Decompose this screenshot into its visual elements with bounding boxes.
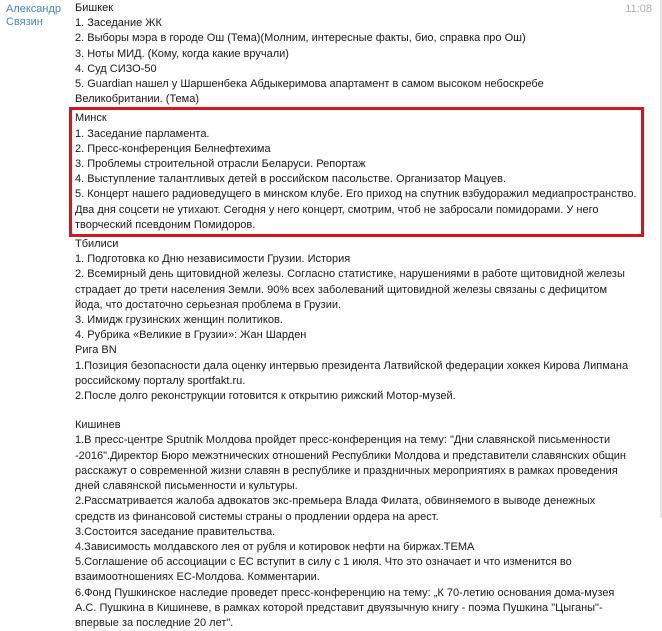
list-item: 4.Зависимость молдавского лея от рубля и котировок нефти на биржах.ТЕМА [75,540,475,553]
list-item: 2. Выборы мэра в городе Ош (Тема)(Молним, интересные факты, био, справка про Ош) [75,32,526,45]
message-sender[interactable] [6,3,62,29]
list-item: 4. Рубрика «Великие в Грузии»: Жан Шарден [75,329,307,342]
section-heading: Бишкек [75,2,114,14]
section-riga [75,343,630,404]
list-item: 1. Подготовка ко Дню независимости Грузии. История [75,253,351,266]
section-tbilisi [75,237,630,343]
section-heading: Кишинев [75,419,121,432]
section-minsk-highlighted [69,107,644,237]
sender-first-name: Александр [6,3,62,15]
list-item: 4. Суд СИЗО-50 [75,62,157,75]
section-bishkek [75,1,630,107]
list-item: 3. Ноты МИД. (Кому, когда какие вручали) [75,47,289,60]
list-item: 3.Состоится заседание правительства. [75,525,276,538]
blank-line [75,404,630,418]
list-item: 2. Пресс-конференция Белнефтехима [75,142,271,155]
list-item: 5. Guardian нашел у Шаршенбека Абдыкеримова апартамент в самом высоком небоскребе Великобритании. (Тема) [75,78,547,106]
section-heading: Тбилиси [75,238,119,251]
section-kishinev [75,418,630,631]
list-item: 1. Заседание парламента. [75,127,210,140]
list-item: 3. Проблемы строительной отрасли Беларуси. Репортаж [75,158,366,171]
section-heading: Минск [75,112,107,125]
list-item: 1.В пресс-центре Sputnik Молдова пройдет пресс-конференция на тему: "Дни славянской письменности -2016".Директор Бюро межэтнических отношений Республики Молдова и представители славянских общин расскажут о современной жизни славян в республике и праздничных мероприятиях в рамках проведения дней славянской письменности и культуры. [75,434,630,493]
section-heading: Рига BN [75,344,117,357]
list-item: 5. Концерт нашего радиоведущего в минском клубе. Его приход на спутник взбудоражил медиапространство. Два дня соцсети не утихают. Сегодня у него концерт, смотрим, чтоб не забросали помидорами. У него творческий псевдоним Помидоров. [75,188,640,231]
list-item: 2.Рассматривается жалоба адвокатов экс-премьера Влада Филата, обвиняемого в выводе денежных средств из финансовой системы страны о продлении ордера на арест. [75,495,599,523]
message-timestamp: 11:08 [625,3,652,15]
list-item: 6.Фонд Пушкинское наследие проведет пресс-конференцию на тему: „К 70-летию основания дома-музея А.С. Пушкина в Кишиневе, в рамках которой представит двуязычную книгу - поэма Пушкина "Цыганы"- впервые за последние 20 лет". [75,586,618,629]
list-item: 2.После долго реконструкции готовится к открытию рижский Мотор-музей. [75,390,456,403]
list-item: 1. Заседание ЖК [75,17,162,30]
list-item: 4. Выступление талантливых детей в российском пасольстве. Организатор Мацуев. [75,173,507,186]
sender-last-name: Связин [6,16,43,28]
list-item: 2. Всемирный день щитовидной железы. Согласно статистике, нарушениями в работе щитовидной железы страдает до трети населения Земли. 90% всех заболеваний щитовидной железы связаны с дефицитом йода, что достаточно серьезная проблема в Грузии. [75,268,628,311]
list-item: 3. Имидж грузинских женщин политиков. [75,314,283,327]
list-item: 1.Позиция безопасности дала оценку интервью президента Латвийской федерации хоккея Кирова Липмана российскому порталу sportfakt.ru. [75,359,632,387]
list-item: 5.Соглашение об ассоциации с ЕС вступит в силу с 1 июля. Что это означает и что изменится во взаимоотношениях ЕС-Молдова. Комментарии. [75,556,575,584]
